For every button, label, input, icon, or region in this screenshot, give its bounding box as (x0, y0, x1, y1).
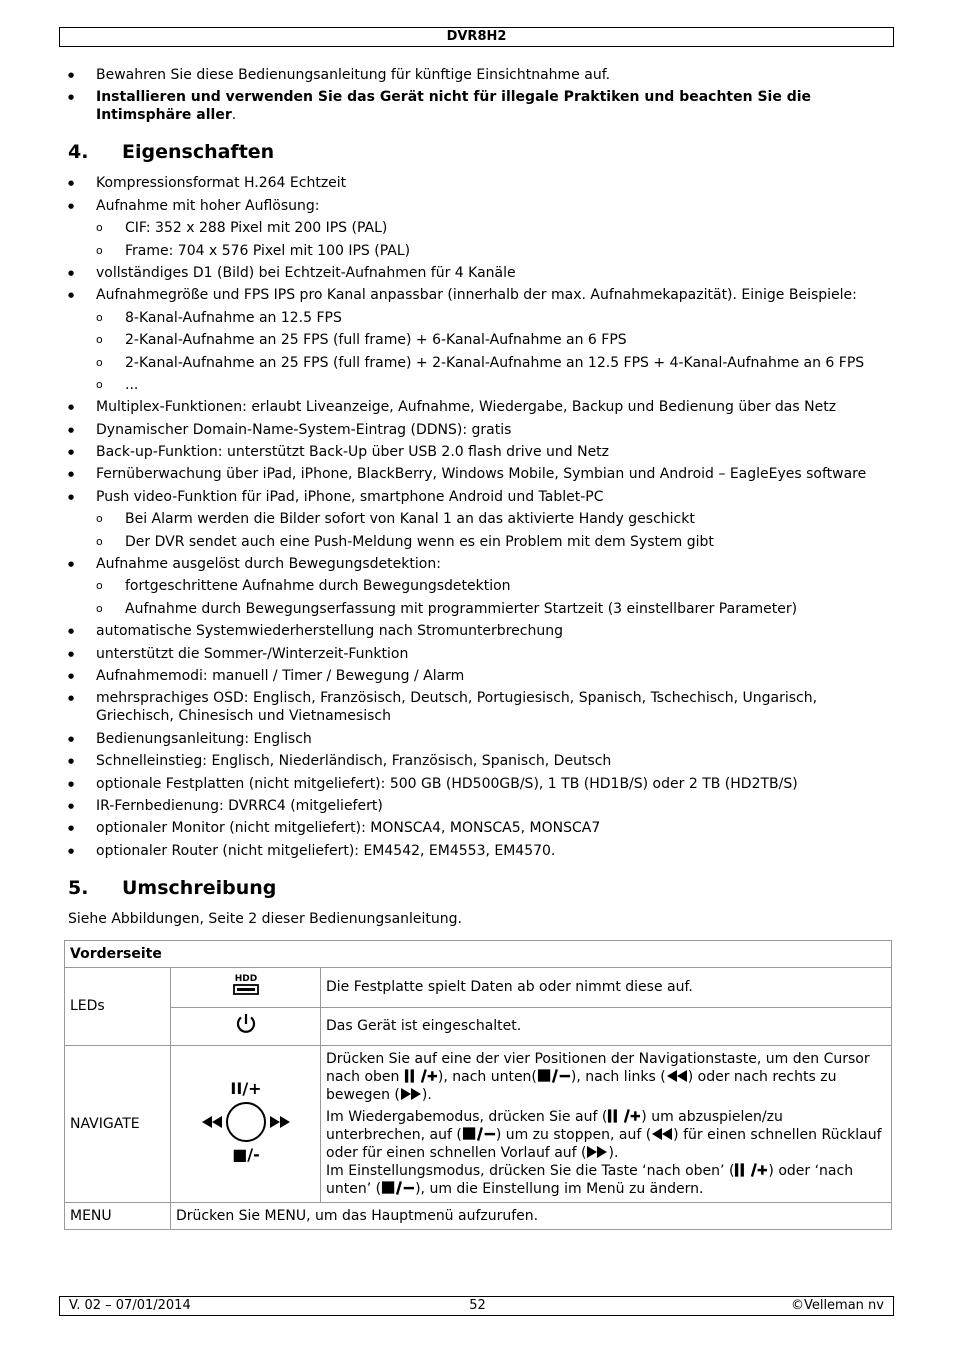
nav-paragraph-1: Drücken Sie auf eine der vier Positionen der Navigationstaste, um den Cursor nach oben ), nach unten( ), nach links ( ) oder nach rechts zu bewegen ( ). (326, 1050, 870, 1103)
sub-list-item: o ... (96, 376, 894, 394)
list-item: ● vollständiges D1 (Bild) bei Echtzeit-Aufnahmen für 4 Kanäle (68, 264, 894, 282)
page-footer (59, 1296, 894, 1316)
page-content (68, 66, 894, 1230)
list-item: ● Bedienungsanleitung: Englisch (68, 730, 894, 748)
nav-up-label: II/+ (229, 1079, 262, 1099)
front-panel-table (64, 940, 892, 1230)
section-heading-5: 5. Umschreibung (68, 876, 277, 899)
play-pause-icon (734, 1162, 768, 1178)
list-item: ● Schnelleinstieg: Englisch, Niederländisch, Französisch, Spanisch, Deutsch (68, 752, 894, 770)
rewind-icon (651, 1126, 673, 1142)
table-row (65, 940, 892, 967)
leds-label: LEDs (65, 967, 171, 1045)
table-row (65, 967, 892, 1007)
list-item: ● Kompressionsformat H.264 Echtzeit (68, 174, 894, 192)
sub-list-item: o Aufnahme durch Bewegungserfassung mit programmierter Startzeit (3 einstellbarer Parameter) (96, 600, 894, 618)
fast-forward-icon (586, 1144, 608, 1160)
list-item: ● Multiplex-Funktionen: erlaubt Liveanzeige, Aufnahme, Wiedergabe, Backup und Bedienung über das Netz (68, 398, 894, 416)
sub-list-item: o 2-Kanal-Aufnahme an 25 FPS (full frame) + 2-Kanal-Aufnahme an 12.5 FPS + 4-Kanal-Aufnahme an 6 FPS (96, 354, 894, 372)
section-intro: Siehe Abbildungen, Seite 2 dieser Bedienungsanleitung. (68, 910, 462, 927)
list-item: ● mehrsprachiges OSD: Englisch, Französisch, Deutsch, Portugiesisch, Spanisch, Tschechisch, Ungarisch, Griechisch, Chinesisch und Vietnamesisch (68, 689, 894, 725)
sub-list (96, 577, 894, 617)
table-row (65, 1045, 892, 1202)
list-item: ● optionaler Router (nicht mitgeliefert): EM4542, EM4553, EM4570. (68, 842, 894, 860)
sub-list-item: o 8-Kanal-Aufnahme an 12.5 FPS (96, 309, 894, 327)
play-pause-icon (607, 1108, 641, 1124)
page-number: 52 (469, 1298, 486, 1313)
list-item: ● automatische Systemwiederherstellung nach Stromunterbrechung (68, 622, 894, 640)
list-item: ● Aufnahmegröße und FPS IPS pro Kanal anpassbar (innerhalb der max. Aufnahmekapazität). Einige Beispiele: o 8-Kanal-Aufnahme an 12.5 FPS o 2-Kanal-Aufnahme an 25 FPS (full frame) + 6-Kanal-Aufnahme an 6 FPS o 2-Kanal-Aufnahme an 25 FPS (full frame) + 2-Kanal-Aufnahme an 12.5 FPS + 4-Kanal-Aufnahme an 6 FPS o ... (68, 286, 894, 394)
svg-text:HDD: HDD (234, 973, 257, 984)
nav-right-icon (270, 1116, 290, 1128)
nav-paragraph-2: Im Wiedergabemodus, drücken Sie auf ( ) um abzuspielen/zu unterbrechen, auf ( ) um zu stoppen, auf ( ) für einen schnellen Rücklauf oder für einen schnellen Vorlauf auf ( ). (326, 1108, 882, 1161)
fast-forward-icon (400, 1086, 422, 1102)
power-icon (171, 1007, 321, 1045)
menu-label: MENU (65, 1202, 171, 1229)
sub-list-item: o Bei Alarm werden die Bilder sofort von Kanal 1 an das aktivierte Handy geschickt (96, 510, 894, 528)
list-item: ● Bewahren Sie diese Bedienungsanleitung für künftige Einsichtnahme auf. (68, 66, 894, 84)
list-item: ● Back-up-Funktion: unterstützt Back-Up über USB 2.0 flash drive und Netz (68, 443, 894, 461)
play-pause-icon (404, 1068, 438, 1084)
table-row (65, 1202, 892, 1229)
sub-list-item: o Frame: 704 x 576 Pixel mit 100 IPS (PAL) (96, 242, 894, 260)
nav-paragraph-3: Im Einstellungsmodus, drücken Sie die Taste ‘nach oben’ ( ) oder ‘nach unten’ ( ), um die Einstellung im Menü zu ändern. (326, 1162, 854, 1197)
table-row (65, 1007, 892, 1045)
model-name: DVR8H2 (446, 29, 507, 44)
list-item: ● Aufnahme ausgelöst durch Bewegungsdetektion: o fortgeschrittene Aufnahme durch Bewegungsdetektion o Aufnahme durch Bewegungserfassung mit programmierter Startzeit (3 einstellbarer Parameter) (68, 555, 894, 618)
stop-minus-icon (381, 1180, 415, 1196)
navigate-label: NAVIGATE (65, 1045, 171, 1202)
stop-minus-icon (462, 1126, 496, 1142)
sub-list-item: o Der DVR sendet auch eine Push-Meldung wenn es ein Problem mit dem System gibt (96, 533, 894, 551)
sub-list (96, 510, 894, 550)
stop-minus-icon (537, 1068, 571, 1084)
sub-list-item: o 2-Kanal-Aufnahme an 25 FPS (full frame) + 6-Kanal-Aufnahme an 6 FPS (96, 331, 894, 349)
list-item: ● Dynamischer Domain-Name-System-Eintrag (DDNS): gratis (68, 421, 894, 439)
sub-list (96, 309, 894, 394)
list-item: ● optionale Festplatten (nicht mitgeliefert): 500 GB (HD500GB/S), 1 TB (HD1B/S) oder 2 TB (HD2TB/S) (68, 775, 894, 793)
page-header (59, 27, 894, 47)
nav-down-label: ■/- (231, 1145, 260, 1165)
menu-desc: Drücken Sie MENU, um das Hauptmenü aufzurufen. (171, 1202, 892, 1229)
hdd-desc: Die Festplatte spielt Daten ab oder nimmt diese auf. (321, 967, 892, 1007)
table-heading: Vorderseite (65, 940, 892, 967)
rewind-icon (666, 1068, 688, 1084)
nav-left-icon (202, 1116, 222, 1128)
hdd-icon (171, 967, 321, 1007)
footer-copyright: ©Velleman nv (790, 1298, 884, 1313)
intro-list (68, 66, 894, 124)
list-item: ● unterstützt die Sommer-/Winterzeit-Funktion (68, 645, 894, 663)
power-desc: Das Gerät ist eingeschaltet. (321, 1007, 892, 1045)
list-item: ● optionaler Monitor (nicht mitgeliefert): MONSCA4, MONSCA5, MONSCA7 (68, 819, 894, 837)
features-list (68, 174, 894, 859)
sub-list (96, 219, 894, 259)
warning-text: Installieren und verwenden Sie das Gerät nicht für illegale Praktiken und beachten Sie die Intimsphäre aller (96, 89, 812, 124)
footer-version: V. 02 – 07/01/2014 (69, 1298, 191, 1313)
list-item: ● Push video-Funktion für iPad, iPhone, smartphone Android und Tablet-PC o Bei Alarm werden die Bilder sofort von Kanal 1 an das aktivierte Handy geschickt o Der DVR sendet auch eine Push-Meldung wenn es ein Problem mit dem System gibt (68, 488, 894, 551)
list-item: ● Aufnahme mit hoher Auflösung: o CIF: 352 x 288 Pixel mit 200 IPS (PAL) o Frame: 704 x 576 Pixel mit 100 IPS (PAL) (68, 197, 894, 260)
navigate-desc (321, 1045, 892, 1202)
sub-list-item: o fortgeschrittene Aufnahme durch Bewegungsdetektion (96, 577, 894, 595)
list-item: ● Aufnahmemodi: manuell / Timer / Bewegung / Alarm (68, 667, 894, 685)
sub-list-item: o CIF: 352 x 288 Pixel mit 200 IPS (PAL) (96, 219, 894, 237)
list-item: ● Fernüberwachung über iPad, iPhone, BlackBerry, Windows Mobile, Symbian und Android – EagleEyes software (68, 465, 894, 483)
list-item: ● IR-Fernbedienung: DVRRC4 (mitgeliefert) (68, 797, 894, 815)
section-heading-4: 4. Eigenschaften (68, 141, 275, 164)
list-item: ● Installieren und verwenden Sie das Gerät nicht für illegale Praktiken und beachten Sie die Intimsphäre aller. (68, 88, 894, 124)
navigation-pad-icon (171, 1045, 321, 1202)
